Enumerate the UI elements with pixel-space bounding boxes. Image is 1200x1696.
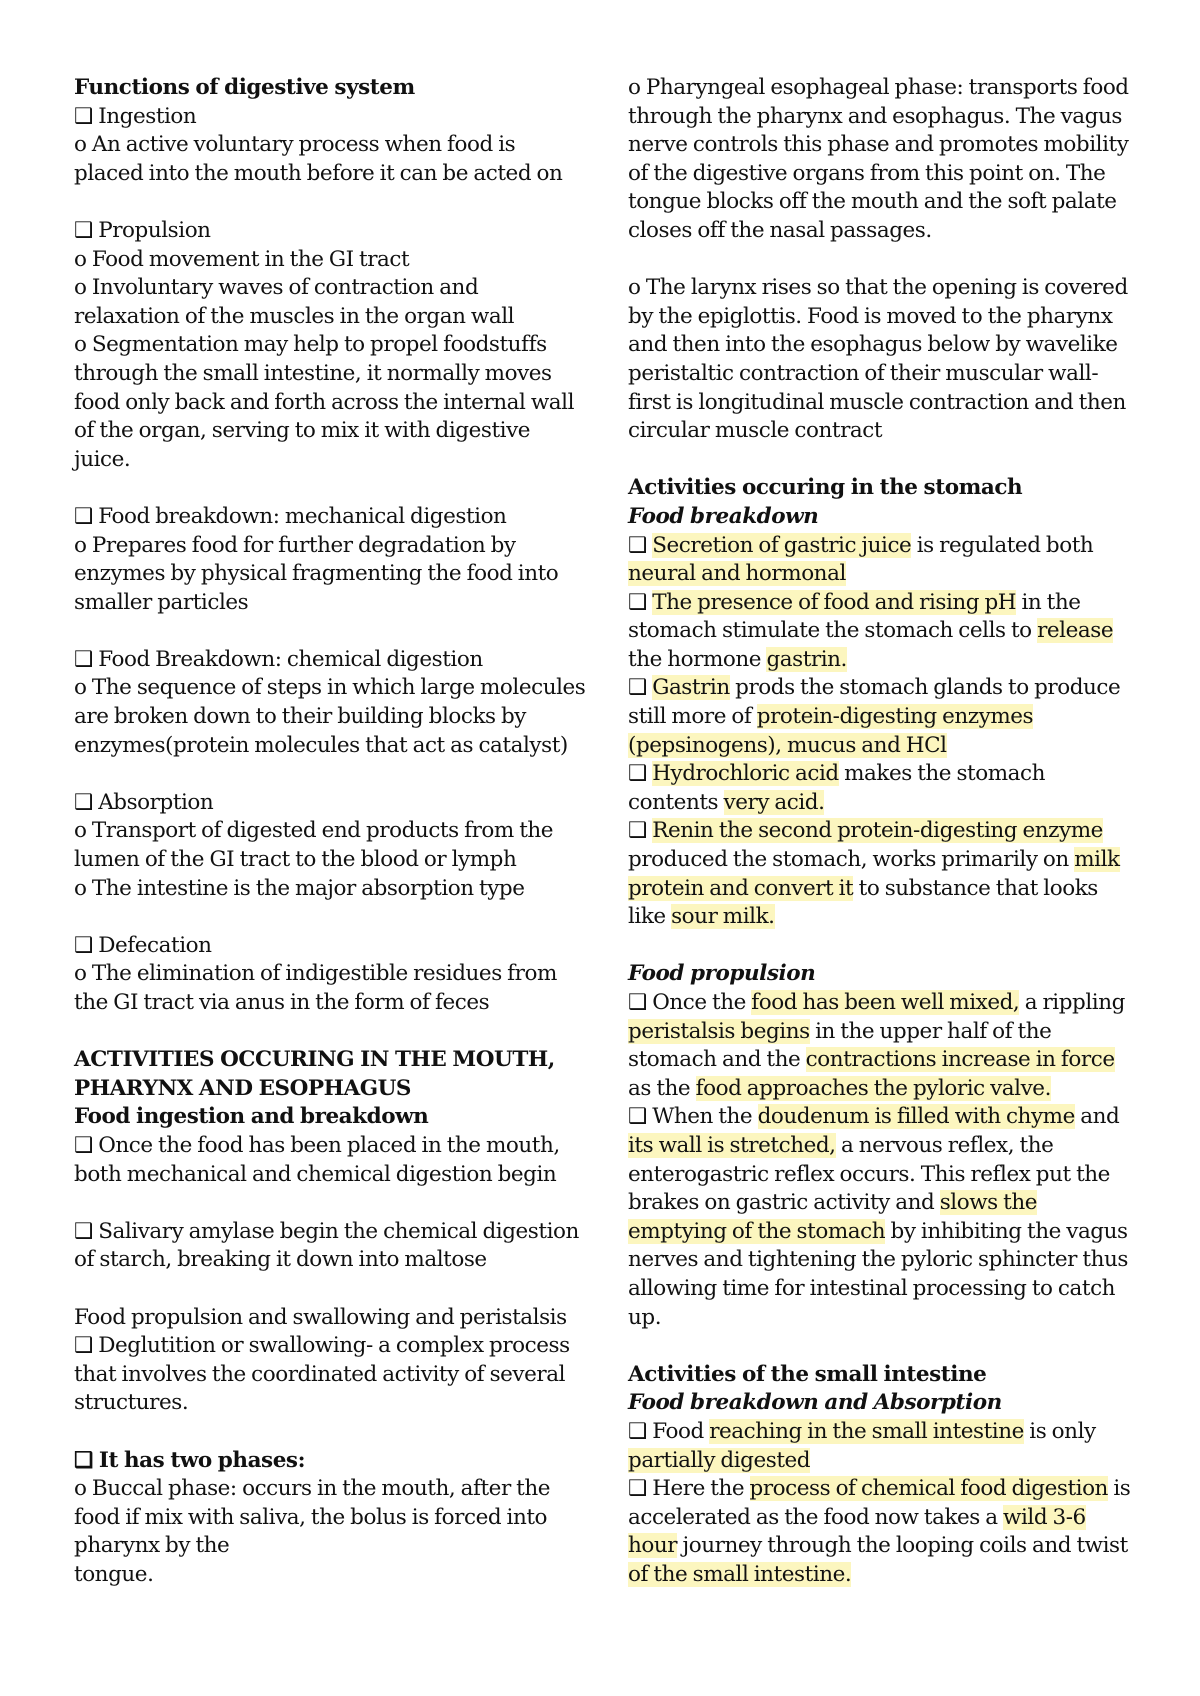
- heading-line: ❑ It has two phases:: [74, 1447, 306, 1473]
- text-line: ❑ Here the process of chemical food digestion is: [628, 1476, 1131, 1502]
- text-line: of starch, breaking it down into maltose: [74, 1247, 487, 1273]
- text-line: ❑ Defecation: [74, 932, 212, 958]
- heading-line: Food breakdown and Absorption: [628, 1390, 1002, 1416]
- heading-line: Food propulsion: [628, 961, 816, 987]
- highlighted-text: Secretion of gastric juice: [652, 532, 912, 558]
- blank-line: [74, 1189, 614, 1218]
- highlighted-text: peristalsis begins: [628, 1018, 810, 1044]
- text-line: o Involuntary waves of contraction and: [74, 275, 479, 301]
- blank-line: [74, 1275, 614, 1304]
- text-line: peristalsis begins in the upper half of the: [628, 1018, 1052, 1044]
- text-line: juice.: [74, 446, 131, 472]
- text-line: allowing time for intestinal processing to catch: [628, 1275, 1116, 1301]
- text-line: nerve controls this phase and promotes mobility: [628, 132, 1129, 158]
- left-column: [74, 74, 614, 1589]
- blank-line: [74, 903, 614, 932]
- highlighted-text: milk: [1074, 847, 1120, 873]
- text-line: placed into the mouth before it can be acted on: [74, 160, 563, 186]
- highlighted-text: release: [1037, 618, 1114, 644]
- highlighted-text: food has been well mixed,: [751, 990, 1020, 1015]
- text-line: the GI tract via anus in the form of feces: [74, 990, 490, 1015]
- text-line: ❑ Renin the second protein-digesting enzyme: [628, 818, 1103, 844]
- highlighted-text: partially digested: [628, 1447, 811, 1473]
- text-line: o Prepares food for further degradation by: [74, 532, 516, 558]
- text-line: contents very acid.: [628, 789, 825, 815]
- text-line: ❑ When the doudenum is filled with chyme and: [628, 1104, 1120, 1130]
- highlighted-text: doudenum is filled with chyme: [757, 1104, 1075, 1130]
- highlighted-text: process of chemical food digestion: [749, 1476, 1108, 1502]
- blank-line: [74, 1418, 614, 1447]
- highlighted-text: protein-digesting enzymes: [756, 704, 1034, 730]
- text-line: stomach stimulate the stomach cells to release: [628, 618, 1114, 644]
- text-line: emptying of the stomach by inhibiting the vagus: [628, 1218, 1128, 1244]
- text-line: through the small intestine, it normally moves: [74, 360, 552, 386]
- blank-line: [74, 617, 614, 646]
- highlighted-text: Hydrochloric acid: [652, 761, 839, 787]
- text-line: closes off the nasal passages.: [628, 217, 932, 243]
- text-line: as the food approaches the pyloric valve.: [628, 1075, 1051, 1101]
- text-line: brakes on gastric activity and slows the: [628, 1190, 1038, 1216]
- text-line: ❑ Deglutition or swallowing- a complex process: [74, 1333, 570, 1359]
- text-line: and then into the esophagus below by wavelike: [628, 332, 1118, 358]
- text-line: still more of protein-digesting enzymes: [628, 704, 1034, 730]
- text-line: ❑ Food breakdown: mechanical digestion: [74, 503, 507, 529]
- highlighted-text: of the small intestine.: [628, 1561, 852, 1587]
- text-line: of the digestive organs from this point on. The: [628, 160, 1106, 186]
- text-line: smaller particles: [74, 589, 249, 615]
- highlighted-text: slows the: [939, 1190, 1038, 1216]
- text-line: [628, 1561, 1148, 1590]
- blank-line: [74, 474, 614, 503]
- highlighted-text: contractions increase in force: [805, 1047, 1115, 1073]
- blank-line: [74, 1018, 614, 1047]
- text-line: its wall is stretched, a nervous reflex, the: [628, 1132, 1054, 1158]
- text-line: the hormone gastrin.: [628, 646, 847, 672]
- text-line: through the pharynx and esophagus. The vagus: [628, 103, 1122, 129]
- text-line: accelerated as the food now takes a wild 3-6: [628, 1504, 1086, 1530]
- text-line: o The elimination of indigestible residues from: [74, 961, 557, 987]
- text-line: enzymes by physical fragmenting the food into: [74, 561, 559, 587]
- highlighted-text: The presence of food and rising pH: [652, 589, 1017, 615]
- text-line: ❑ Ingestion: [74, 103, 197, 129]
- text-line: o Segmentation may help to propel foodstuffs: [74, 332, 547, 358]
- highlighted-text: protein and convert it: [628, 875, 854, 901]
- text-line: ❑ Once the food has been well mixed, a rippling: [628, 990, 1125, 1015]
- text-line: hour journey through the looping coils and twist: [628, 1533, 1128, 1559]
- blank-line: [628, 446, 1148, 475]
- heading-line: Activities occuring in the stomach: [628, 475, 1023, 501]
- highlighted-text: its wall is stretched,: [628, 1132, 836, 1158]
- text-line: ❑ Absorption: [74, 789, 214, 815]
- text-line: up.: [628, 1304, 662, 1330]
- text-line: like sour milk.: [628, 904, 775, 930]
- text-line: ❑ Hydrochloric acid makes the stomach: [628, 761, 1046, 787]
- heading-line: Food breakdown: [628, 503, 819, 529]
- text-line: o The larynx rises so that the opening is covered: [628, 275, 1128, 301]
- text-line: peristaltic contraction of their muscular wall-: [628, 360, 1099, 386]
- text-line: food only back and forth across the internal wall: [74, 389, 575, 415]
- text-line: protein and convert it to substance that looks: [628, 875, 1098, 901]
- highlighted-text: hour: [628, 1533, 678, 1559]
- text-line: ❑ Gastrin prods the stomach glands to produce: [628, 675, 1121, 701]
- text-line: enzymes(protein molecules that act as catalyst): [74, 732, 568, 758]
- heading-line: Functions of digestive system: [74, 75, 415, 100]
- heading-line: Food ingestion and breakdown: [74, 1104, 429, 1130]
- text-line: nerves and tightening the pyloric sphincter thus: [628, 1247, 1128, 1273]
- text-line: ❑ Propulsion: [74, 217, 211, 243]
- text-line: tongue blocks off the mouth and the soft palate: [628, 189, 1117, 215]
- text-line: o Transport of digested end products from the: [74, 818, 554, 844]
- text-line: that involves the coordinated activity of several: [74, 1361, 566, 1387]
- text-line: relaxation of the muscles in the organ wall: [74, 303, 515, 329]
- blank-line: [628, 246, 1148, 275]
- text-line: pharynx by the: [74, 1533, 230, 1559]
- highlighted-text: Gastrin: [652, 675, 730, 701]
- highlighted-text: Renin the second protein-digesting enzyme: [652, 818, 1103, 844]
- heading-line: Activities of the small intestine: [628, 1361, 987, 1387]
- highlighted-text: neural and hormonal: [628, 561, 846, 587]
- text-line: first is longitudinal muscle contraction and then: [628, 389, 1126, 415]
- text-line: o Pharyngeal esophageal phase: transports food: [628, 75, 1129, 100]
- blank-line: [628, 1332, 1148, 1361]
- text-line: both mechanical and chemical digestion begin: [74, 1161, 557, 1187]
- text-line: ❑ Salivary amylase begin the chemical digestion: [74, 1218, 579, 1244]
- text-line: structures.: [74, 1390, 189, 1416]
- text-line: are broken down to their building blocks by: [74, 704, 527, 730]
- text-line: o Buccal phase: occurs in the mouth, after the: [74, 1476, 551, 1502]
- highlighted-text: food approaches the pyloric valve.: [695, 1075, 1051, 1101]
- highlighted-text: emptying of the stomach: [628, 1218, 886, 1244]
- text-line: food if mix with saliva, the bolus is forced into: [74, 1504, 548, 1530]
- text-line: [628, 560, 1148, 589]
- text-line: [628, 732, 1148, 761]
- text-line: produced the stomach, works primarily on milk: [628, 847, 1120, 873]
- text-line: o An active voluntary process when food is: [74, 132, 516, 158]
- text-line: by the epiglottis. Food is moved to the pharynx: [628, 303, 1113, 329]
- highlighted-text: (pepsinogens), mucus and HCl: [628, 732, 947, 758]
- text-line: ❑ Food Breakdown: chemical digestion: [74, 646, 483, 672]
- highlighted-text: wild 3-6: [1003, 1504, 1086, 1530]
- text-line: [628, 1447, 1148, 1476]
- blank-line: [74, 188, 614, 217]
- right-column: [628, 74, 1148, 1589]
- text-line: o The intestine is the major absorption type: [74, 875, 525, 901]
- blank-line: [74, 760, 614, 789]
- text-line: ❑ Food reaching in the small intestine is only: [628, 1418, 1096, 1444]
- text-line: enterogastric reflex occurs. This reflex put the: [628, 1161, 1110, 1187]
- heading-line: PHARYNX AND ESOPHAGUS: [74, 1075, 411, 1101]
- highlighted-text: very acid.: [723, 789, 825, 815]
- heading-line: ACTIVITIES OCCURING IN THE MOUTH,: [74, 1047, 555, 1073]
- text-line: circular muscle contract: [628, 418, 883, 444]
- text-line: of the organ, serving to mix it with digestive: [74, 418, 531, 444]
- text-line: stomach and the contractions increase in force: [628, 1047, 1115, 1073]
- highlighted-text: sour milk.: [671, 904, 775, 930]
- text-line: ❑ Secretion of gastric juice is regulated both: [628, 532, 1094, 558]
- blank-line: [628, 932, 1148, 961]
- text-line: ❑ The presence of food and rising pH in the: [628, 589, 1081, 615]
- text-line: Food propulsion and swallowing and peristalsis: [74, 1304, 567, 1330]
- highlighted-text: reaching in the small intestine: [709, 1418, 1024, 1444]
- text-line: lumen of the GI tract to the blood or lymph: [74, 847, 517, 873]
- highlighted-text: gastrin.: [766, 646, 847, 672]
- text-line: o Food movement in the GI tract: [74, 246, 410, 272]
- text-line: tongue.: [74, 1561, 154, 1587]
- text-line: o The sequence of steps in which large molecules: [74, 675, 586, 701]
- text-line: ❑ Once the food has been placed in the mouth,: [74, 1132, 560, 1158]
